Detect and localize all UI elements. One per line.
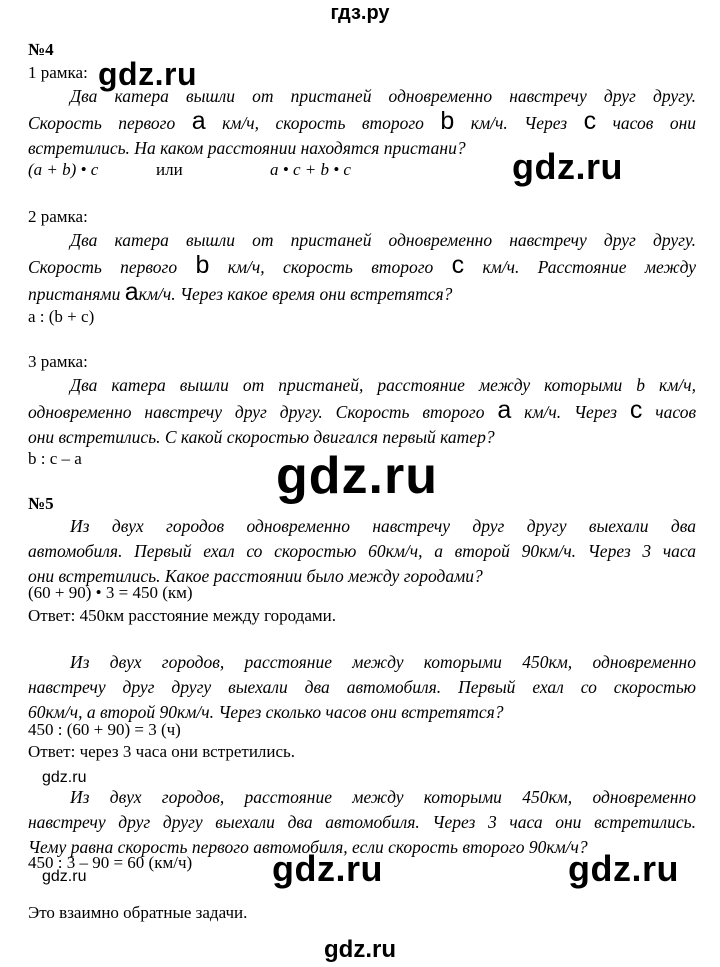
text-line: Два катера вышли от пристаней одновременно навстречу друг другу. <box>70 230 696 250</box>
variable-c: c <box>583 107 597 135</box>
text-line: Из двух городов одновременно навстречу друг другу выехали два <box>70 516 696 536</box>
text-line: Из двух городов, расстояние между которыми 450км, одновременно <box>70 787 696 807</box>
task-number: №5 <box>28 494 54 513</box>
watermark: gdz.ru <box>276 447 438 505</box>
frame2-text <box>28 228 696 307</box>
problem3-text <box>28 785 696 860</box>
text-line: одновременно навстречу друг другу. Скорость второго a км/ч. Через c часов <box>28 396 697 424</box>
formula: 450 : 3 – 90 = 60 (км/ч) <box>28 853 193 872</box>
formula: a : (b + c) <box>28 307 95 326</box>
watermark: gdz.ru <box>324 936 396 963</box>
watermark: gdz.ru <box>98 56 197 92</box>
conclusion: Это взаимно обратные задачи. <box>28 903 248 922</box>
frame-label: 3 рамка: <box>28 352 88 371</box>
text-line: автомобиля. Первый ехал со скоростью 60км/ч, а второй 90км/ч. Через 3 часа <box>28 541 696 561</box>
variable-a: a <box>124 278 139 306</box>
variable-b: b <box>195 251 210 279</box>
watermark: gdz.ru <box>568 848 679 889</box>
text-line: 60км/ч, а второй 90км/ч. Через сколько часов они встретятся? <box>28 702 504 722</box>
text-line: Два катера вышли от пристаней одновременно навстречу друг другу. <box>70 86 696 106</box>
formula: a • c + b • c <box>270 160 351 179</box>
formula: 450 : (60 + 90) = 3 (ч) <box>28 720 181 739</box>
text-line: пристанями aкм/ч. Через какое время они встретятся? <box>28 278 453 306</box>
text-line: Чему равна скорость первого автомобиля, если скорость второго 90км/ч? <box>28 837 588 857</box>
frame1-text <box>28 84 696 161</box>
problem2-text <box>28 650 696 725</box>
text-line: навстречу друг другу выехали два автомобиля. Первый ехал со скоростью <box>28 677 696 697</box>
variable-b: b <box>440 107 455 135</box>
formula: (a + b) • c <box>28 160 99 179</box>
text-line: Из двух городов, расстояние между которыми 450км, одновременно <box>70 652 696 672</box>
variable-a: a <box>191 107 206 135</box>
watermark: gdz.ru <box>512 146 623 187</box>
answer: Ответ: через 3 часа они встретились. <box>28 742 296 761</box>
answer: Ответ: 450км расстояние между городами. <box>28 606 336 625</box>
text-line: Скорость первого a км/ч, скорость второго b км/ч. Через c часов они <box>28 107 697 135</box>
formula: (60 + 90) • 3 = 450 (км) <box>28 583 193 602</box>
frame-label: 1 рамка: <box>28 63 88 82</box>
text-line: они встретились. С какой скоростью двигался первый катер? <box>28 427 495 447</box>
watermark: gdz.ru <box>42 769 87 786</box>
frame3-text <box>28 373 696 450</box>
task-number: №4 <box>28 40 54 59</box>
text-line: Два катера вышли от пристаней, расстояние между которыми b км/ч, <box>70 375 696 395</box>
frame-label: 2 рамка: <box>28 207 88 226</box>
text-line: они встретились. Какое расстоянии было между городами? <box>28 566 483 586</box>
variable-c: c <box>451 251 465 279</box>
text-line: встретились. На каком расстоянии находятся пристани? <box>28 138 466 158</box>
formula-or: или <box>156 160 183 179</box>
watermark: gdz.ru <box>272 848 383 889</box>
text-line: Скорость первого b км/ч, скорость второго c км/ч. Расстояние между <box>28 251 697 279</box>
formula: b : c – a <box>28 449 82 468</box>
variable-a: a <box>497 396 512 424</box>
site-header: гдз.ру <box>330 2 390 24</box>
problem1-text <box>28 514 696 589</box>
variable-c: c <box>629 396 643 424</box>
text-line: навстречу друг другу выехали два автомобиля. Через 3 часа они встретились. <box>28 812 696 832</box>
watermark: gdz.ru <box>42 868 87 885</box>
